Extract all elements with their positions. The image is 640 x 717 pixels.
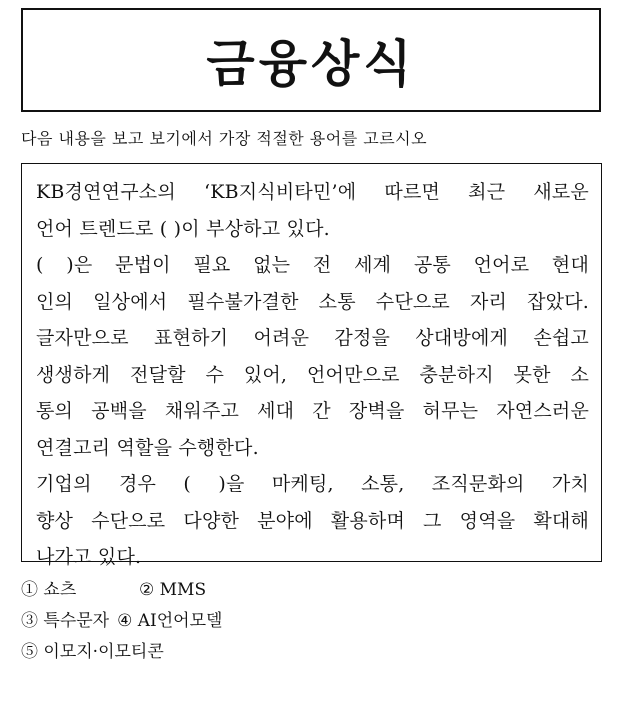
option-row bbox=[21, 606, 222, 637]
title-box bbox=[21, 8, 601, 112]
passage-line: ( )은 문법이 필요 없는 전 세계 공통 언어로 현대 bbox=[36, 254, 589, 276]
option-5[interactable]: ⑤ 이모지·이모티콘 bbox=[21, 642, 164, 662]
passage-box bbox=[21, 163, 602, 568]
question-instruction: 다음 내용을 보고 보기에서 가장 적절한 용어를 고르시오 bbox=[21, 129, 428, 148]
option-4[interactable]: ④ AI언어모델 bbox=[117, 611, 223, 631]
passage-line: 생생하게 전달할 수 있어, 언어만으로 충분하지 못한 소 bbox=[36, 363, 589, 386]
passage-line: 글자만으로 표현하기 어려운 감정을 상대방에게 손쉽고 bbox=[36, 327, 589, 349]
passage-line: 언어 트렌드로 ( )이 부상하고 있다. bbox=[36, 217, 330, 240]
passage-line: 향상 수단으로 다양한 분야에 활용하며 그 영역을 확대해 bbox=[36, 509, 589, 532]
option-row bbox=[21, 637, 222, 668]
option-row bbox=[21, 575, 222, 606]
passage-line: KB경연연구소의 ‘KB지식비타민’에 따르면 최근 새로운 bbox=[36, 181, 589, 203]
passage-line: 연결고리 역할을 수행한다. bbox=[36, 436, 259, 459]
option-1[interactable]: ① 쇼츠 bbox=[21, 580, 77, 600]
passage-line: 인의 일상에서 필수불가결한 소통 수단으로 자리 잡았다. bbox=[36, 290, 589, 313]
option-2[interactable]: ② MMS bbox=[139, 580, 207, 600]
passage-line: 통의 공백을 채워주고 세대 간 장벽을 허무는 자연스러운 bbox=[36, 400, 589, 422]
passage-line: 기업의 경우 ( )을 마케팅, 소통, 조직문화의 가치 bbox=[36, 473, 589, 495]
passage-line: 나가고 있다. bbox=[36, 546, 142, 568]
option-3[interactable]: ③ 특수문자 bbox=[21, 611, 110, 631]
page-title: 금융상식 bbox=[206, 34, 416, 93]
answer-options bbox=[21, 575, 222, 668]
